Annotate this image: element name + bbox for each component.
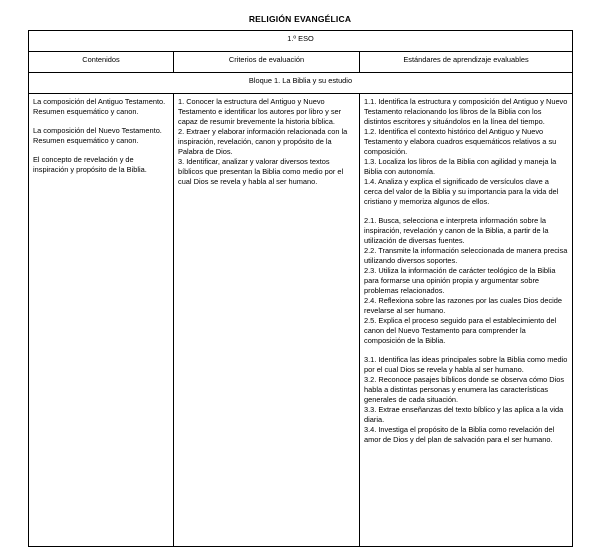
table-row-content [29, 94, 573, 547]
block-title-cell: Bloque 1. La Biblia y su estudio [29, 73, 573, 94]
table-row-level [29, 31, 573, 52]
document-title: RELIGIÓN EVANGÉLICA [248, 14, 352, 24]
header-estandares: Estándares de aprendizaje evaluables [360, 52, 573, 73]
estandar-item: 2.3. Utiliza la información de carácter teológico de la Biblia para formarse una opinión propia y argumentar sobre problemas relacionados. [364, 265, 556, 295]
contenido-item: La composición del Nuevo Testamento. Resumen esquemático y canon. [33, 125, 162, 145]
education-level-cell: 1.º ESO [29, 31, 573, 52]
estandar-item: 1.1. Identifica la estructura y composición del Antiguo y Nuevo Testamento relacionando los libros de la Biblia con los distintos escritores y situándolos en la línea del tiempo. [364, 97, 568, 126]
cell-estandares [360, 94, 573, 547]
estandar-item: 3.2. Reconoce pasajes bíblicos donde se observa cómo Dios habla a distintas personas y enumera las características generales de cada situación. [364, 374, 565, 404]
group-spacer [364, 346, 568, 355]
estandar-item: 1.2. Identifica el contexto histórico del Antiguo y Nuevo Testamento y elabora cuadros esquemáticos relativos a su composición. [364, 126, 557, 156]
estandar-item: 2.4. Reflexiona sobre las razones por las cuales Dios decide revelarse al ser humano. [364, 295, 563, 315]
header-criterios: Criterios de evaluación [174, 52, 360, 73]
group-spacer [364, 207, 568, 216]
table-row-headers [29, 52, 573, 73]
estandar-item: 1.4. Analiza y explica el significado de versículos clave a cerca del valor de la Biblia y su importancia para la vida del cristiano y memoriza algunos de ellos. [364, 176, 559, 206]
cell-contenidos [29, 94, 174, 547]
estandar-item: 2.5. Explica el proceso seguido para el establecimiento del canon del Nuevo Testamento para comprender la composición de la Biblia. [364, 315, 557, 345]
estandar-item: 3.3. Extrae enseñanzas del texto bíblico y las aplica a la vida diaria. [364, 404, 564, 424]
estandar-item: 2.1. Busca, selecciona e interpreta información sobre la inspiración, revelación y canon de la Biblia, a partir de la utilización de diversas fuentes. [364, 215, 549, 245]
criterio-item: 3. Identificar, analizar y valorar diversos textos bíblicos que presentan la Biblia como medio por el cual Dios se revela y habla al ser humano. [178, 156, 344, 186]
table-row-block-title [29, 73, 573, 94]
estandar-item: 3.4. Investiga el propósito de la Biblia como revelación del amor de Dios y del plan de salvación para el ser humano. [364, 424, 555, 444]
curriculum-table [28, 30, 573, 547]
estandar-item: 2.2. Transmite la información seleccionada de manera precisa utilizando diversos soportes. [364, 245, 568, 265]
estandar-item: 1.3. Localiza los libros de la Biblia con agilidad y maneja la Biblia con autonomía. [364, 156, 557, 176]
criterio-item: 1. Conocer la estructura del Antiguo y Nuevo Testamento e identificar los autores por libro y ser capaz de resumir brevemente la historia bíblica. [178, 97, 342, 126]
cell-criterios [174, 94, 360, 547]
header-contenidos: Contenidos [29, 52, 174, 73]
contenido-item: El concepto de revelación y de inspiración y propósito de la Biblia. [33, 154, 147, 174]
estandar-item: 3.1. Identifica las ideas principales sobre la Biblia como medio por el cual Dios se revela y habla al ser humano. [364, 354, 568, 374]
contenido-item: La composición del Antiguo Testamento. Resumen esquemático y canon. [33, 97, 166, 116]
criterio-item: 2. Extraer y elaborar información relacionada con la inspiración, revelación, canon y propósito de la Palabra de Dios. [178, 126, 348, 156]
